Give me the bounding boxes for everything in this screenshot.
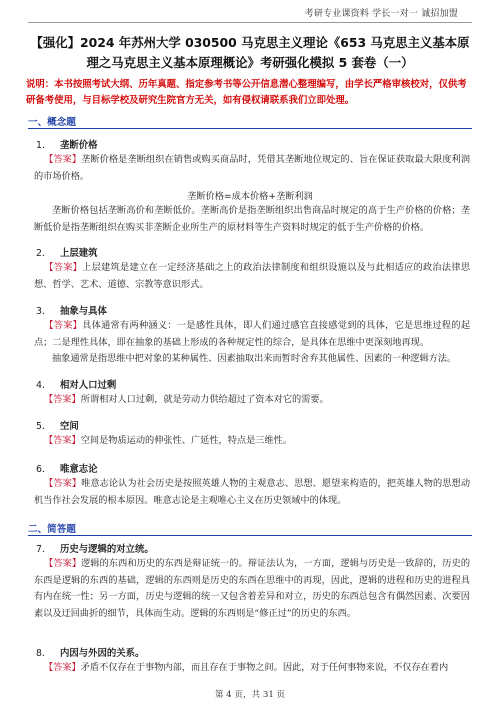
question-label: 垄断价格 bbox=[60, 140, 98, 151]
document-title: 【强化】2024 年苏州大学 030500 马克思主义理论《653 马克思主义基本原理之马克思主义基本原理概论》考研强化模拟 5 套卷（一） bbox=[30, 35, 470, 70]
answer-paragraph bbox=[34, 260, 470, 293]
section-heading-short-answer: 二、简答题 bbox=[28, 524, 76, 535]
answer-paragraph: 垄断价格包括垄断高价和垄断低价。垄断高价是指垄断组织出售商品时规定的高于生产价格的价格；垄断低价是指垄断组织在购买非垄断企业所生产的原材料等生产资料时规定的低于生产价格的价格。 bbox=[34, 205, 470, 233]
answer-tag: 【答案】 bbox=[44, 154, 82, 165]
disclaimer-notice: 说明：本书按照考试大纲、历年真题、指定参考书等公开信息潜心整理编写，由学长严格审核校对，仅供考研备考使用，与目标学校及研究生院官方无关，如有侵权请联系我们立即处理。 bbox=[26, 79, 467, 106]
question-label: 内因与外因的关系。 bbox=[60, 648, 145, 659]
answer-tag: 【答案】 bbox=[44, 435, 81, 446]
question-title bbox=[36, 418, 79, 432]
header-divider bbox=[28, 22, 472, 23]
answer-paragraph bbox=[34, 152, 470, 185]
question-title bbox=[36, 645, 144, 659]
answer-text: 垄断价格是垄断组织在销售或购买商品时，凭借其垄断地位规定的、旨在保证获取最大限度利润的市场价格。 bbox=[34, 154, 471, 182]
answer-tag: 【答案】 bbox=[44, 478, 82, 489]
answer-text: 具体通常有两种涵义：一是感性具体，即人们通过感官直接感觉到的具体，它是思维过程的起点；二是理性具体，即在抽象的基础上形成的各种规定性的综合，是具体在思维中更深刻地再现。 bbox=[34, 320, 471, 348]
formula: 垄断价格=成本价格+垄断利润 bbox=[187, 191, 313, 202]
section-heading-concepts: 一、概念题 bbox=[28, 117, 76, 128]
answer-paragraph bbox=[34, 556, 470, 622]
header-slogan: 考研专业课资料 学长一对一 诚招加盟 bbox=[304, 9, 458, 19]
answer-text: 唯意志论认为社会历史是按照英雄人物的主观意志、思想、愿望来构造的，把英雄人物的思想动机当作社会发展的根本原因。唯意志论是主观唯心主义在历史领域中的体现。 bbox=[34, 478, 471, 506]
question-number: 4． bbox=[36, 380, 52, 391]
answer-text: 空间是物质运动的伸张性、广延性，特点是三维性。 bbox=[80, 435, 293, 446]
answer-tag: 【答案】 bbox=[44, 262, 83, 273]
question-number: 3． bbox=[36, 306, 52, 317]
page-footer: 第 4 页，共 31 页 bbox=[214, 690, 286, 700]
question-number: 5． bbox=[36, 421, 52, 432]
answer-text: 矛盾不仅存在于事物内部，而且存在于事物之间。因此，对于任何事物来说，不仅存在着内 bbox=[80, 662, 449, 673]
question-title bbox=[36, 377, 116, 391]
answer-paragraph bbox=[34, 660, 470, 677]
answer-paragraph bbox=[34, 433, 470, 450]
question-number: 1． bbox=[36, 140, 52, 151]
question-title bbox=[36, 137, 98, 151]
answer-tag: 【答案】 bbox=[44, 320, 83, 331]
question-number: 2． bbox=[36, 248, 52, 259]
question-label: 上层建筑 bbox=[60, 248, 98, 259]
answer-paragraph bbox=[34, 476, 470, 509]
section-divider bbox=[28, 128, 472, 129]
question-title bbox=[36, 541, 154, 555]
question-title bbox=[36, 303, 107, 317]
answer-paragraph: 抽象通常是指思维中把对象的某种属性、因素抽取出来而暂时舍弃其他属性、因素的一种逻辑方法。 bbox=[52, 353, 457, 364]
answer-paragraph bbox=[34, 318, 470, 351]
question-label: 抽象与具体 bbox=[60, 306, 107, 317]
question-number: 7． bbox=[36, 544, 52, 555]
question-label: 唯意志论 bbox=[60, 464, 98, 475]
question-label: 空间 bbox=[60, 421, 79, 432]
question-label: 相对人口过剩 bbox=[60, 380, 117, 391]
answer-paragraph bbox=[34, 392, 470, 409]
question-number: 8． bbox=[36, 648, 52, 659]
answer-tag: 【答案】 bbox=[44, 558, 82, 569]
answer-tag: 【答案】 bbox=[44, 662, 81, 673]
answer-text: 上层建筑是建立在一定经济基础之上的政治法律制度和组织设施以及与此相适应的政治法律思想、哲学、艺术、道德、宗教等意识形式。 bbox=[34, 262, 471, 290]
answer-tag: 【答案】 bbox=[44, 394, 81, 405]
answer-text: 所谓相对人口过剩，就是劳动力供给超过了资本对它的需要。 bbox=[80, 394, 329, 405]
section-divider bbox=[28, 535, 472, 536]
question-label: 历史与逻辑的对立统。 bbox=[60, 544, 154, 555]
question-number: 6． bbox=[36, 464, 52, 475]
answer-text: 逻辑的东西和历史的东西是辩证统一的。辩证法认为，一方面，逻辑与历史是一致辞的，历史的东西是逻辑的东西的基础，逻辑的东西则是历史的东西在思维中的再现，因此，逻辑的进程和历史的进程具有内在统一性；另一方面，历史与逻辑的统一又包含着差异和对立，历史的东西总包含有偶然因素、次要因素以及迂回曲折的细节，具体而生动。逻辑的东西则是“修正过”的历史的东西。 bbox=[34, 558, 471, 619]
question-title bbox=[36, 461, 98, 475]
question-title bbox=[36, 245, 98, 259]
page-header bbox=[0, 0, 500, 26]
